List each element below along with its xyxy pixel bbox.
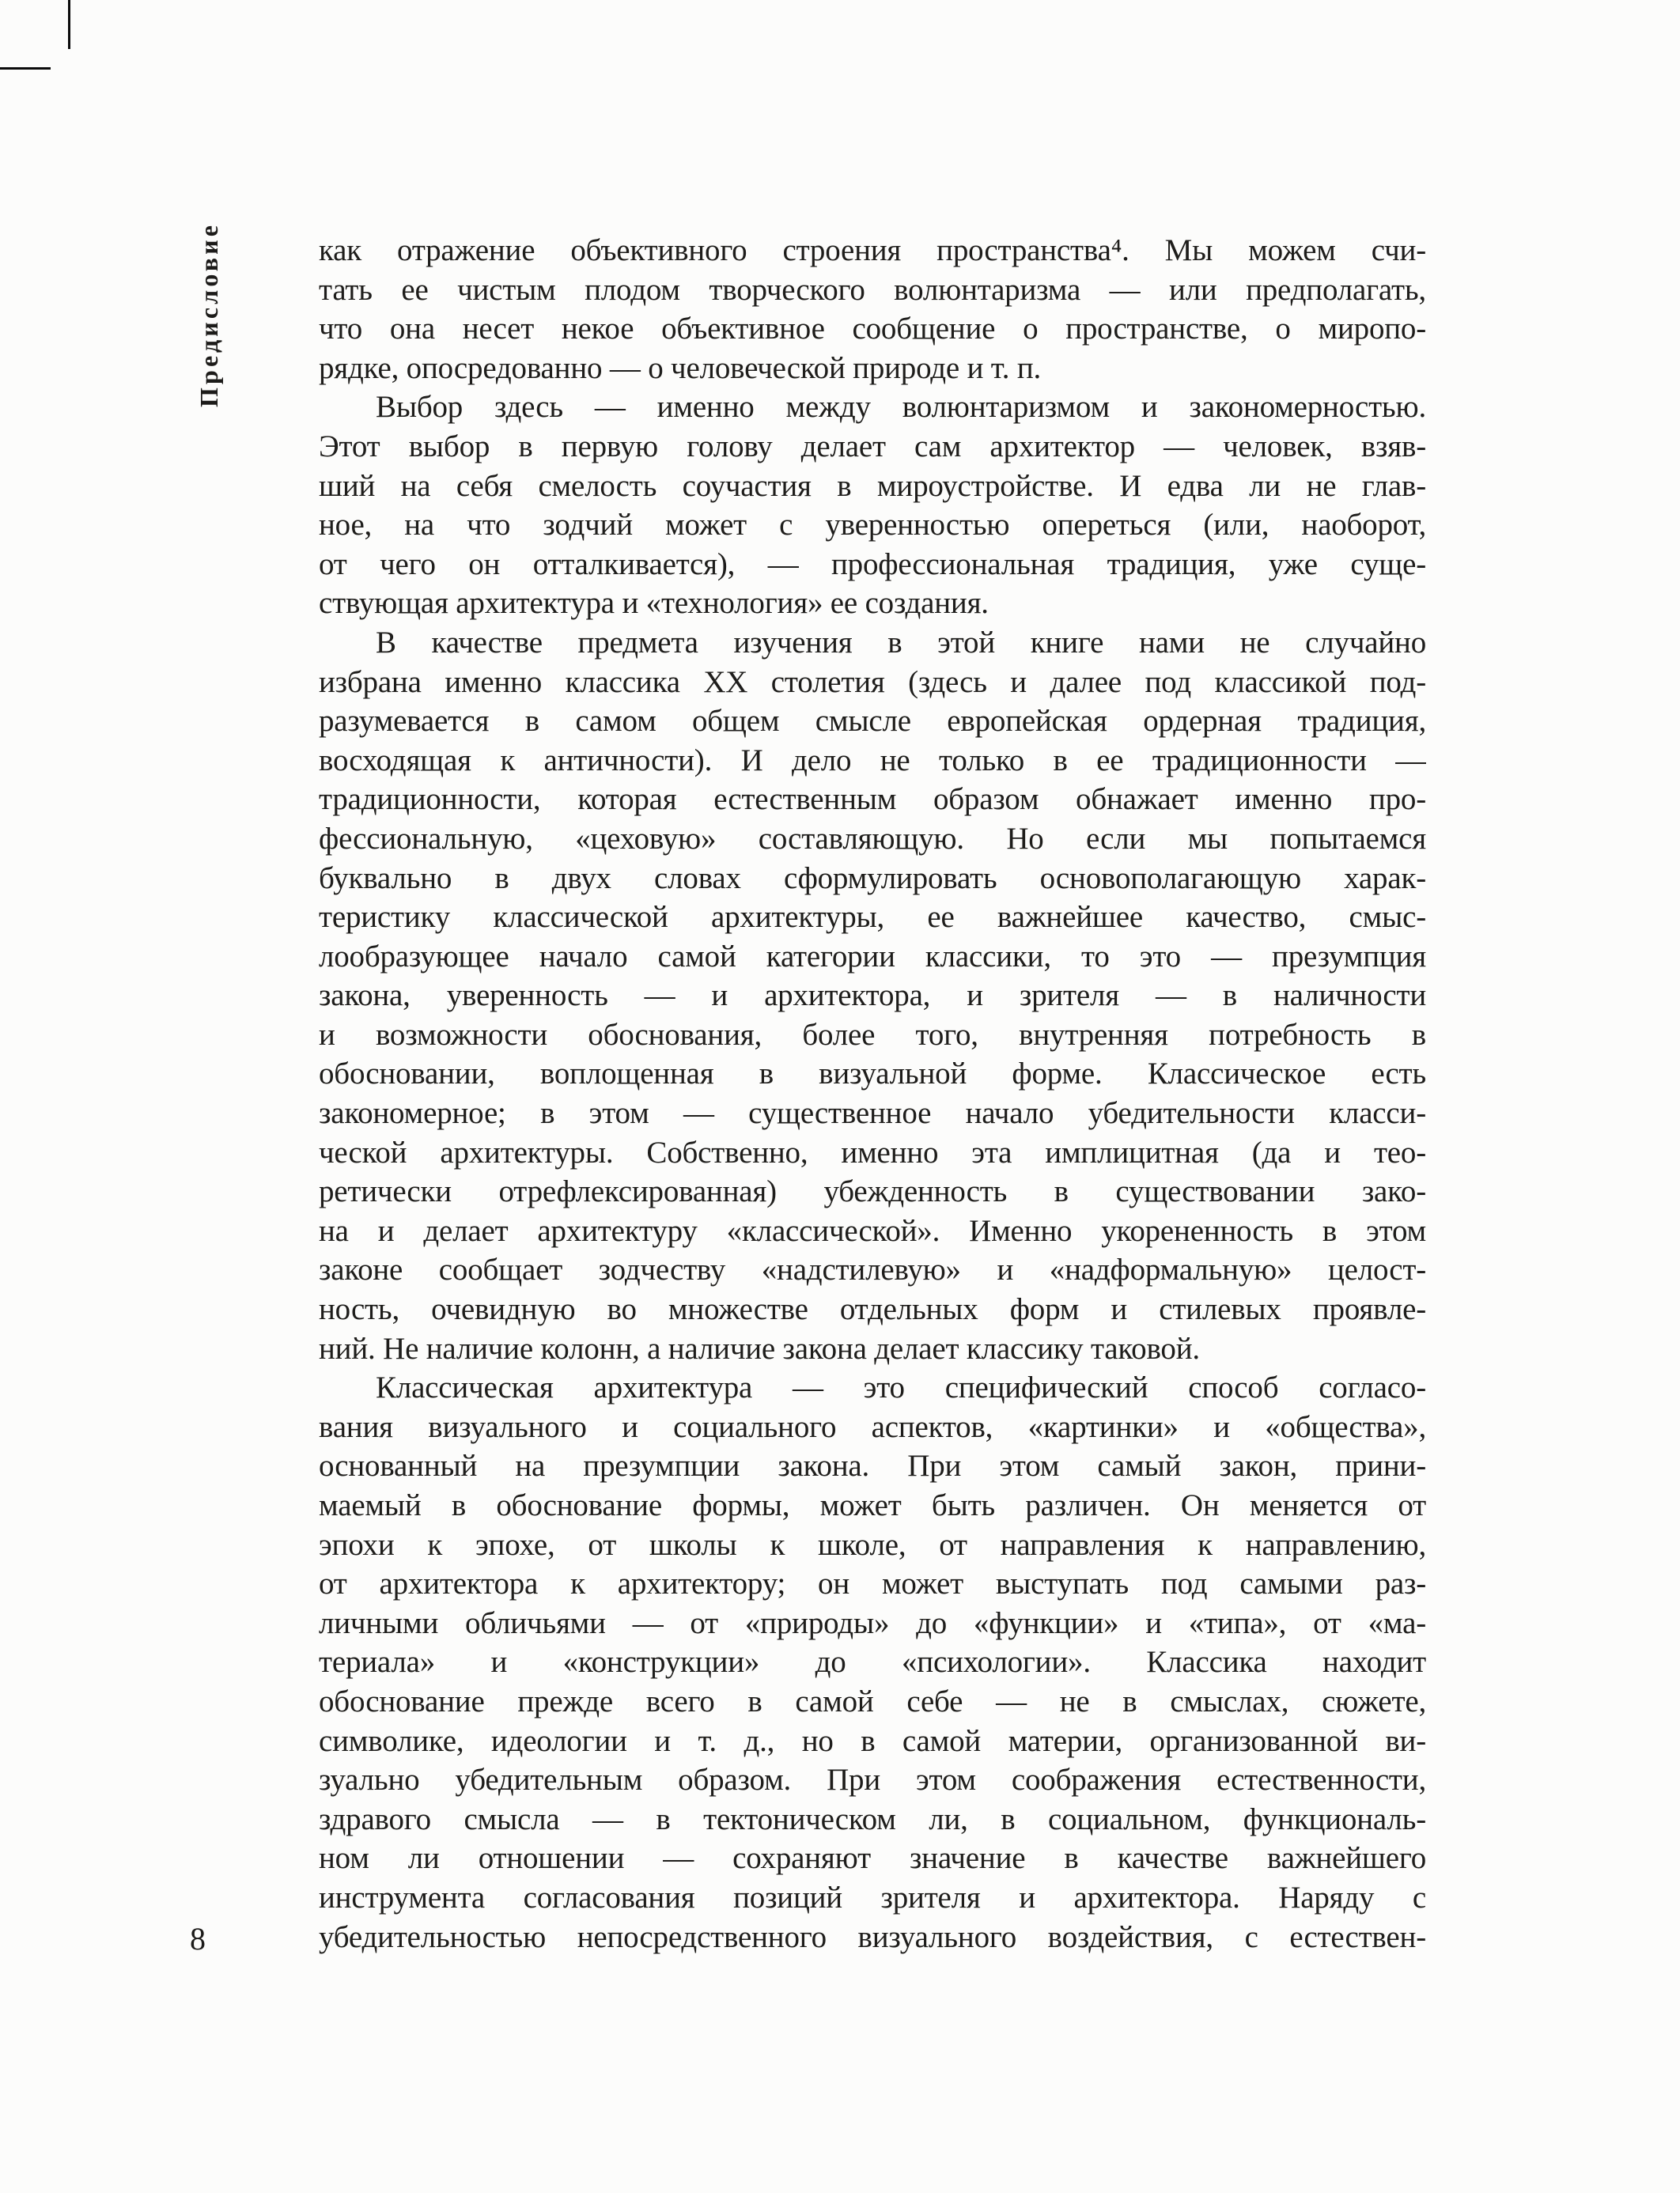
text-line: лообразующее начало самой категории классики, то это — презумпция [319,939,1426,974]
text-line: ствующая архитектура и «технология» ее создания. [319,586,989,621]
text-line: избрана именно классика XX столетия (здесь и далее под классикой под- [319,664,1426,699]
text-line: вания визуального и социального аспектов, «картинки» и «общества», [319,1409,1426,1444]
text-line: Выбор здесь — именно между волюнтаризмом и закономерностью. [376,390,1426,425]
text-line: личными обличьями — от «природы» до «функции» и «типа», от «ма- [319,1605,1426,1640]
page-number: 8 [190,1921,206,1957]
text-line: фессиональную, «цеховую» составляющую. Но если мы попытаемся [319,821,1426,856]
text-line: как отражение объективного строения пространства⁴. Мы можем счи- [319,233,1426,267]
text-line: ретически отрефлексированная) убежденность в существовании зако- [319,1174,1426,1209]
text-line: инструмента согласования позиций зрителя и архитектора. Наряду с [319,1880,1426,1915]
paragraph [319,1368,1426,1957]
text-line: восходящая к античности). И дело не только в ее традиционности — [319,743,1426,777]
text-line: рядке, опосредованно — о человеческой природе и т. п. [319,350,1042,385]
text-line: Классическая архитектура — это специфический способ согласо- [376,1371,1426,1405]
text-line: убедительностью непосредственного визуального воздействия, с естествен- [319,1919,1426,1954]
text-line: разумевается в самом общем смысле европейская ордерная традиция, [319,704,1426,739]
text-line: ний. Не наличие колонн, а наличие закона делает классику таковой. [319,1331,1200,1366]
text-line: маемый в обоснование формы, может быть различен. Он меняется от [319,1488,1426,1522]
text-line: от архитектора к архитектору; он может выступать под самыми раз- [319,1567,1426,1601]
text-line: эпохи к эпохе, от школы к школе, от направления к направлению, [319,1527,1426,1562]
text-line: основанный на презумпции закона. При этом самый закон, прини- [319,1449,1426,1484]
chapter-margin-label: Предисловие [195,221,223,407]
paragraph [319,231,1426,388]
text-line: обосновании, воплощенная в визуальной форме. Классическое есть [319,1057,1426,1091]
text-line: В качестве предмета изучения в этой книге нами не случайно [376,625,1426,660]
text-line: зуально убедительным образом. При этом соображения естественности, [319,1763,1426,1798]
text-line: ном ли отношении — сохраняют значение в качестве важнейшего [319,1841,1426,1876]
crop-mark-vertical [68,0,70,49]
text-line: тать ее чистым плодом творческого волюнтаризма — или предполагать, [319,272,1426,307]
text-block [319,231,1426,1957]
text-line: и возможности обоснования, более того, внутренняя потребность в [319,1017,1426,1052]
text-line: на и делает архитектуру «классической». Именно укорененность в этом [319,1213,1426,1248]
text-line: традиционности, которая естественным образом обнажает именно про- [319,782,1426,817]
text-line: ший на себя смелость соучастия в мироустройстве. И едва ли не глав- [319,468,1426,503]
text-line: ное, на что зодчий может с уверенностью опереться (или, наоборот, [319,508,1426,543]
paragraph [319,623,1426,1368]
paragraph [319,388,1426,623]
text-line: символике, идеологии и т. д., но в самой материи, организованной ви- [319,1723,1426,1758]
text-line: териала» и «конструкции» до «психологии». Классика находит [319,1645,1426,1680]
text-line: ность, очевидную во множестве отдельных форм и стилевых проявле- [319,1292,1426,1327]
text-line: здравого смысла — в тектоническом ли, в социальном, функциональ- [319,1802,1426,1836]
text-line: теристику классической архитектуры, ее важнейшее качество, смыс- [319,900,1426,935]
text-line: что она несет некое объективное сообщение о пространстве, о миропо- [319,312,1426,346]
text-line: закона, уверенность — и архитектора, и зрителя — в наличности [319,978,1426,1013]
text-line: обоснование прежде всего в самой себе — не в смыслах, сюжете, [319,1684,1426,1718]
text-line: от чего он отталкивается), — профессиональная традиция, уже суще- [319,546,1426,581]
text-line: буквально в двух словах сформулировать основополагающую харак- [319,860,1426,895]
crop-mark-horizontal [0,67,51,70]
text-line: ческой архитектуры. Собственно, именно эта имплицитная (да и тео- [319,1135,1426,1170]
text-line: законе сообщает зодчеству «надстилевую» и «надформальную» целост- [319,1253,1426,1287]
text-line: закономерное; в этом — существенное начало убедительности класси- [319,1096,1426,1131]
text-line: Этот выбор в первую голову делает сам архитектор — человек, взяв- [319,429,1426,463]
